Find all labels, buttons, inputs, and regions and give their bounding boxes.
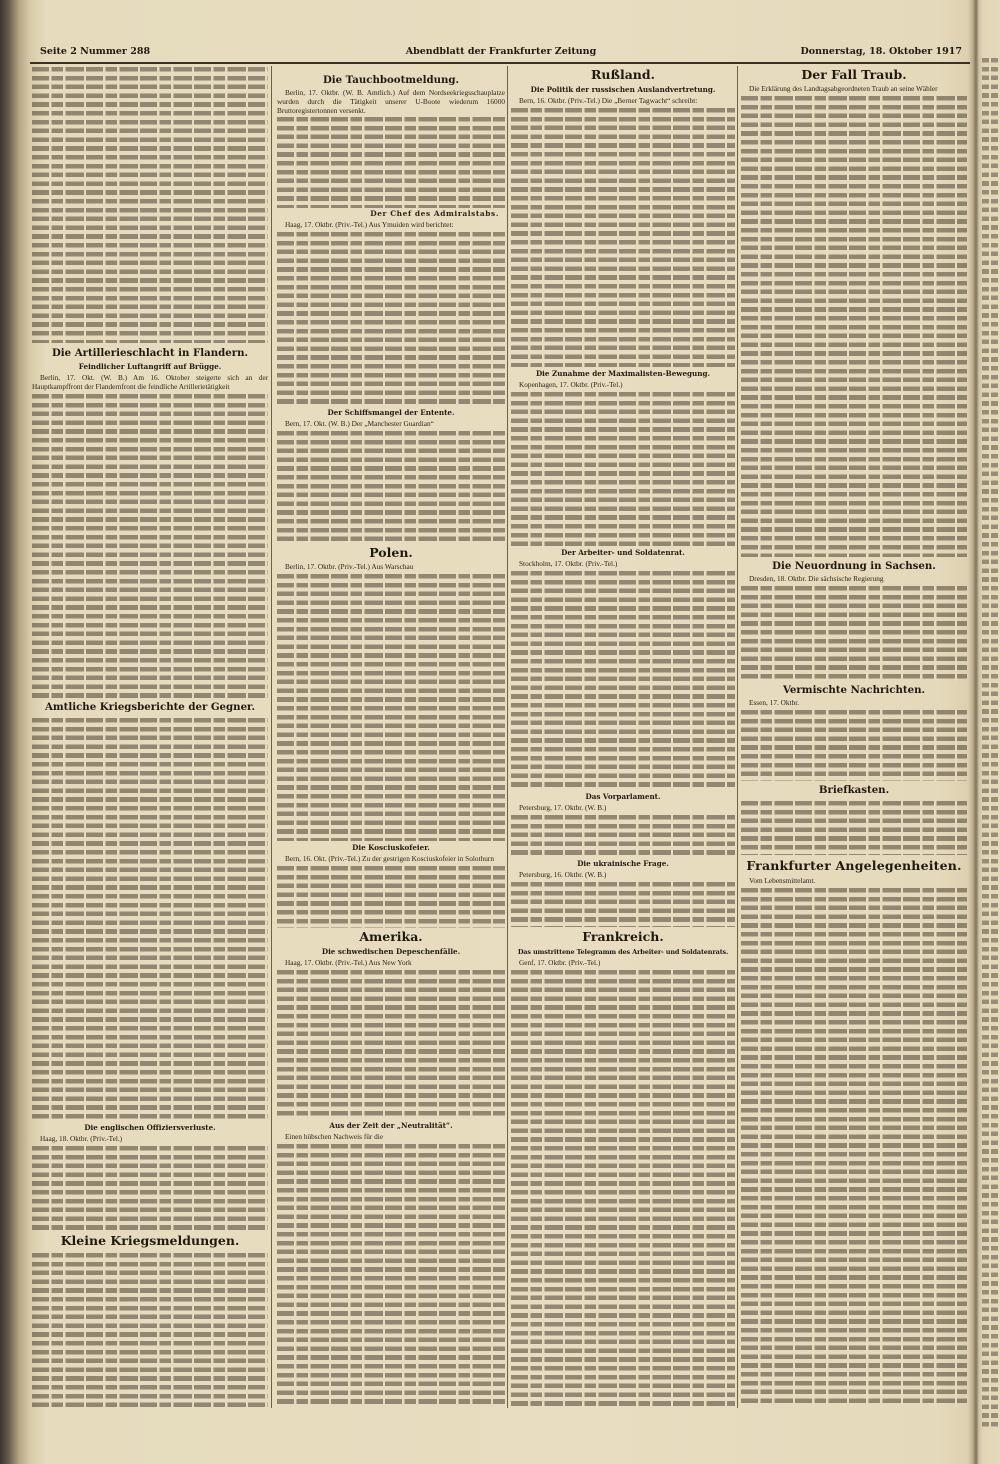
article-kosciuskofeier	[277, 843, 505, 928]
body-text-lines	[741, 586, 967, 681]
page-number: Seite 2 Nummer 288	[40, 46, 151, 57]
article-subheading: Die ukrainische Frage.	[577, 859, 669, 868]
article-neutralitaet	[277, 1121, 505, 1407]
article-frankfurter-angelegenheiten	[741, 857, 967, 1407]
article-subheading: Das Vorparlament.	[585, 792, 661, 801]
body-text-lines	[277, 232, 505, 407]
article-subheading: Die Zunahme der Maximalisten-Bewegung.	[535, 369, 711, 378]
article-subheading: Die Kosciuskofeier.	[352, 843, 430, 852]
article-lead: Einen hübschen Nachweis für die	[285, 1132, 384, 1141]
article-heading: Die Tauchbootmeldung.	[322, 74, 460, 86]
body-text-lines	[32, 1146, 268, 1231]
article-lead: Petersburg, 16. Oktbr. (W. B.)	[519, 870, 607, 879]
article-fall-traub	[741, 67, 967, 557]
article-heading: Rußland.	[590, 67, 655, 82]
article-ymuiden	[277, 221, 505, 407]
body-text-lines	[32, 394, 268, 700]
article-subheading: Feindlicher Luftangriff auf Brügge.	[78, 362, 222, 371]
article-briefkasten	[741, 783, 967, 855]
article-signature: Der Chef des Admiralstabs.	[370, 209, 499, 218]
article-subheading: Die englischen Offiziersverluste.	[84, 1123, 216, 1132]
article-heading: Briefkasten.	[818, 784, 890, 796]
body-text-lines	[741, 888, 967, 1407]
body-text-lines	[32, 1253, 268, 1407]
article-heading: Vermischte Nachrichten.	[782, 684, 926, 696]
article-vermischte-nachrichten	[741, 683, 967, 781]
article-amerika	[277, 929, 505, 1119]
article-kleine-kriegsmeldungen	[32, 1233, 268, 1407]
article-offiziersverluste	[32, 1123, 268, 1231]
article-lead: Bern, 17. Okt. (W. B.) Der „Manchester Guardian“	[285, 419, 434, 428]
article-heading: Frankreich.	[582, 929, 664, 944]
masthead-rule	[30, 62, 970, 64]
column-rule	[737, 66, 738, 1408]
body-text-lines	[32, 67, 268, 343]
article-heading: Die Artillerieschlacht in Flandern.	[51, 347, 249, 359]
adjacent-page-edge	[982, 58, 1000, 1428]
article-lead: Bern, 16. Okt. (Priv.-Tel.) Zu der gestrigen Kosciuskofeier in Solothurn	[285, 854, 494, 863]
body-text-lines	[277, 574, 505, 841]
issue-date: Donnerstag, 18. Oktober 1917	[800, 46, 962, 57]
body-text-lines	[741, 96, 967, 557]
article-russland	[511, 67, 735, 367]
article-tauchbootmeldung	[277, 73, 505, 220]
article-subheading: Die Politik der russischen Auslandvertretung.	[530, 85, 716, 94]
article-neuordnung-sachsen	[741, 559, 967, 681]
body-text-lines	[277, 970, 505, 1119]
article-heading: Frankfurter Angelegenheiten.	[746, 858, 962, 873]
article-lead: Petersburg, 17. Oktbr. (W. B.)	[519, 803, 607, 812]
article-subheading: Aus der Zeit der „Neutralität“.	[329, 1121, 453, 1130]
article-heading: Kleine Kriegsmeldungen.	[60, 1233, 240, 1248]
body-text-lines	[277, 431, 505, 544]
body-text-lines	[511, 815, 735, 857]
article-polen	[277, 545, 505, 841]
body-text-lines	[511, 108, 735, 367]
body-text-lines	[32, 718, 268, 1121]
article-lead: Vom Lebensmittelamt.	[749, 876, 816, 885]
article-heading: Der Fall Traub.	[801, 67, 907, 82]
newspaper-title: Abendblatt der Frankfurter Zeitung	[405, 46, 597, 57]
body-text-lines	[741, 710, 967, 781]
article-lead: Haag, 17. Oktbr. (Priv.-Tel.) Aus New York	[285, 958, 412, 967]
article-artillerieschlacht	[32, 346, 268, 700]
article-lead: Kopenhagen, 17. Oktbr. (Priv.-Tel.)	[519, 380, 623, 389]
column-rule	[271, 66, 272, 1408]
article-kriegsberichte	[32, 700, 268, 1121]
body-text-lines	[511, 392, 735, 546]
article-continuation	[32, 67, 268, 343]
article-vorparlament	[511, 792, 735, 857]
body-text-lines	[277, 117, 505, 208]
article-lead: Bern, 16. Oktbr. (Priv.-Tel.) Die „Berner Tagwacht“ schreibt:	[519, 96, 698, 105]
article-soldatenrat	[511, 548, 735, 790]
article-maximalisten	[511, 369, 735, 546]
article-subheading: Die schwedischen Depeschenfälle.	[321, 947, 461, 956]
article-frankreich	[511, 929, 735, 1407]
body-text-lines	[277, 866, 505, 928]
article-heading: Amtliche Kriegsberichte der Gegner.	[44, 701, 256, 713]
article-subheading: Der Schiffsmangel der Entente.	[327, 408, 455, 417]
body-text-lines	[511, 882, 735, 927]
article-lead: Haag, 18. Oktbr. (Priv.-Tel.)	[40, 1134, 123, 1143]
article-heading: Polen.	[369, 545, 413, 560]
column-rule	[507, 66, 508, 1408]
article-lead: Genf, 17. Oktbr. (Priv.-Tel.)	[519, 958, 601, 967]
article-schiffsmangel	[277, 408, 505, 544]
article-subheading: Das umstrittene Telegramm des Arbeiter- und Soldatenrats.	[517, 948, 729, 956]
article-lead: Haag, 17. Oktbr. (Priv.-Tel.) Aus Ymuiden wird berichtet:	[285, 221, 454, 229]
article-lead: Stockholm, 17. Oktbr. (Priv.-Tel.)	[519, 559, 618, 568]
body-text-lines	[511, 571, 735, 790]
article-heading: Amerika.	[359, 929, 423, 944]
article-lead: Berlin, 17. Okt. (W. B.) Am 16. Oktober steigerte sich an der Hauptkampffront der Flandernfront die feindliche Artillerietätigkeit	[32, 373, 268, 391]
article-lead: Die Erklärung des Landtagsabgeordneten Traub an seine Wähler	[749, 84, 938, 93]
body-text-lines	[277, 1144, 505, 1407]
article-lead: Berlin, 17. Oktbr. (W. B. Amtlich.) Auf dem Nordseekriegsschauplatze wurden durch die Tätigkeit unserer U-Boote wiederum 16000 Bruttoregistertonnen versenkt.	[277, 88, 505, 115]
article-lead: Dresden, 18. Oktbr. Die sächsische Regierung	[749, 574, 884, 583]
article-ukrainische-frage	[511, 859, 735, 927]
body-text-lines	[511, 970, 735, 1407]
article-heading: Die Neuordnung in Sachsen.	[772, 560, 936, 572]
article-lead: Berlin, 17. Oktbr. (Priv.-Tel.) Aus Warschau	[285, 562, 414, 571]
article-lead: Essen, 17. Oktbr.	[749, 698, 800, 707]
body-text-lines	[741, 801, 967, 855]
masthead	[40, 44, 962, 60]
article-subheading: Der Arbeiter- und Soldatenrat.	[561, 548, 685, 557]
